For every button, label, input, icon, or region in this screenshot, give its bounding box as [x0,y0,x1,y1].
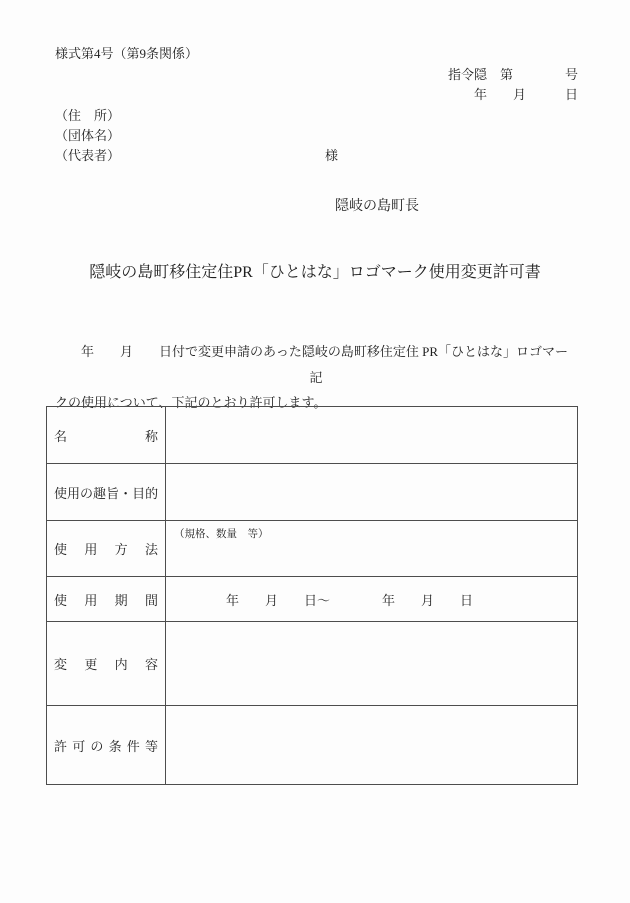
row-conditions-label-cell [47,706,166,785]
row-method-label: 使 用 方 法 [54,542,158,557]
table-row-name [47,407,578,464]
row-changes-value-cell [166,622,578,706]
table-row-purpose [47,464,578,521]
recipient-organization-label: （団体名） [55,128,121,143]
permit-details-table [46,406,578,785]
row-conditions-label: 許 可 の 条 件 等 [54,738,158,754]
row-period-label: 使 用 期 間 [54,592,158,608]
row-purpose-label-cell [47,464,166,521]
table-row-period [47,577,578,622]
form-number: 様式第4号（第9条関係） [55,46,199,61]
row-purpose-value-cell [166,464,578,521]
row-name-label-cell [47,407,166,464]
row-conditions-value-cell [166,706,578,785]
table-row-method [47,521,578,577]
row-name-value-cell [166,407,578,464]
row-changes-label: 変 更 内 容 [54,657,158,672]
row-name-label: 名 称 [54,428,158,444]
row-method-value-cell [166,521,578,577]
issue-date-line: 年 月 日 [473,87,578,102]
row-period-label-cell [47,577,166,622]
row-period-value-cell: 年 月 日～ 年 月 日 [166,577,578,622]
table-row-changes [47,622,578,706]
directive-number-line: 指令隠 第 号 [447,67,578,82]
recipient-address-label: （住 所） [55,108,121,123]
record-marker: 記 [309,370,323,385]
document-title: 隠岐の島町移住定住PR「ひとはな」ロゴマーク使用変更許可書 [89,264,541,281]
row-purpose-label: 使 用 の 趣 旨 ・ 目 的 [54,485,159,501]
body-line-1: 年 月 日付で変更申請のあった隠岐の島町移住定住 PR「ひとはな」ロゴマー [55,343,569,359]
row-method-spec-note: （規格、数量 等） [174,529,269,540]
table-row-conditions [47,706,578,785]
recipient-representative-label: （代表者） [55,148,121,163]
row-changes-label-cell [47,622,166,706]
issuer-mayor: 隠岐の島町長 [335,199,419,214]
body-line-2: クの使用について、下記のとおり許可します。 [55,395,327,410]
row-method-label-cell [47,521,166,577]
honorific-sama: 様 [325,148,339,163]
